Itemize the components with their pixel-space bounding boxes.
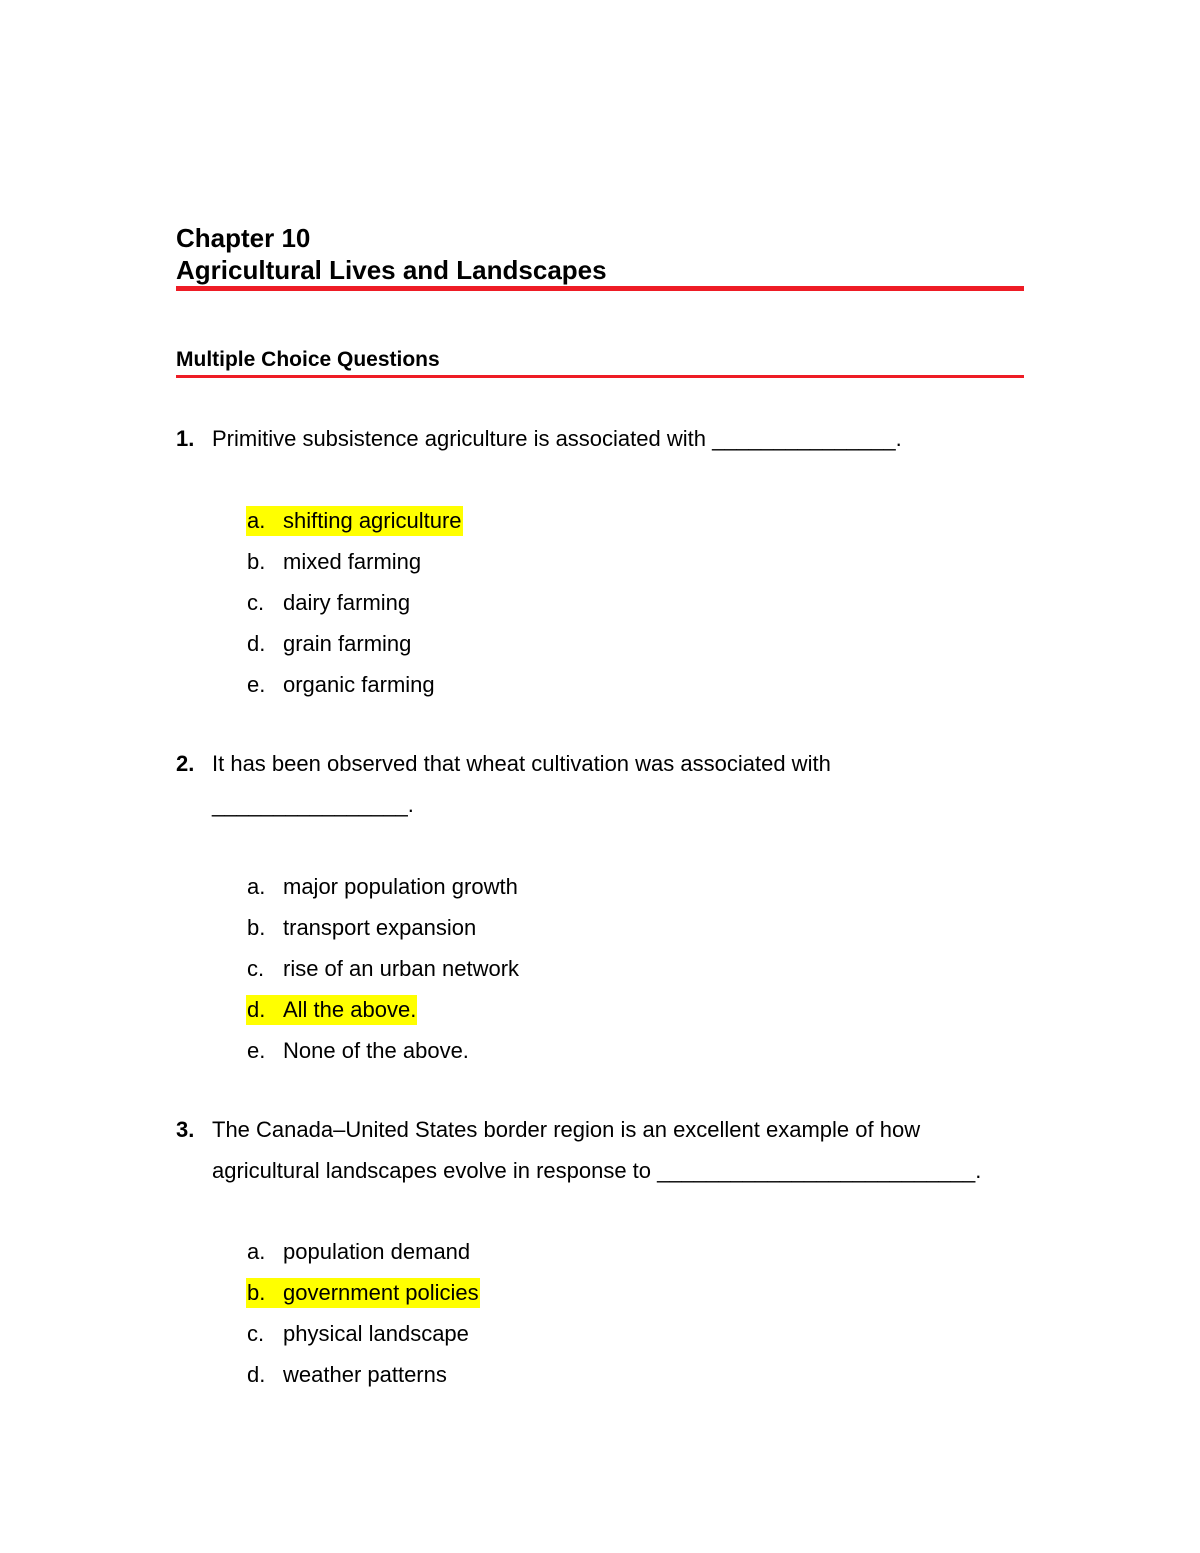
option-letter: a. [247,874,266,899]
option-text: organic farming [283,672,435,697]
answer-option-content [246,588,411,618]
answer-option-content [246,1360,448,1390]
question-number: 2. [176,751,195,776]
answer-option [246,582,463,623]
answer-option [246,948,520,989]
answer-option-content [246,670,436,700]
correct-answer-highlight [246,1278,480,1308]
chapter-title: Agricultural Lives and Landscapes [176,255,607,285]
answer-option [246,989,520,1030]
option-letter: d. [247,631,266,656]
option-text: grain farming [283,631,412,656]
correct-answer-highlight [246,995,417,1025]
question-number: 1. [176,426,195,451]
answer-option-content [246,913,477,943]
option-text: rise of an urban network [283,956,520,981]
answer-option [246,541,463,582]
option-letter: e. [247,672,266,697]
question-text: It has been observed that wheat cultivation was associated with ________________. [212,751,831,817]
answer-option [246,1231,480,1272]
header-divider [176,286,1024,291]
question-1 [176,418,1024,459]
answer-option-content [246,547,422,577]
option-letter: d. [247,997,266,1022]
answer-option [246,1272,480,1313]
option-text: shifting agriculture [283,508,462,533]
answer-option [246,500,463,541]
option-letter: b. [247,549,266,574]
section-title: Multiple Choice Questions [176,348,440,371]
answer-option [246,907,520,948]
section-divider [176,375,1024,378]
option-text: None of the above. [283,1038,469,1063]
question-3 [176,1109,1024,1191]
option-text: transport expansion [283,915,477,940]
option-letter: d. [247,1362,266,1387]
option-letter: c. [247,956,265,981]
option-letter: b. [247,1280,266,1305]
answer-option [246,1313,480,1354]
chapter-header [176,222,1024,286]
answer-option [246,1354,480,1395]
answer-option-content [246,629,412,659]
question-text: Primitive subsistence agriculture is associated with _______________. [212,426,902,451]
correct-answer-highlight [246,506,463,536]
answer-option [246,866,520,907]
answer-option-content [246,872,519,902]
option-text: physical landscape [283,1321,469,1346]
option-text: mixed farming [283,549,422,574]
chapter-number: Chapter 10 [176,223,311,253]
option-letter: a. [247,1239,266,1264]
answer-option [246,623,463,664]
option-text: weather patterns [283,1362,447,1387]
question-2 [176,743,1024,825]
answer-option [246,664,463,705]
question-1-options [246,500,463,705]
answer-option-content [246,1319,470,1349]
option-letter: c. [247,590,265,615]
question-3-options [246,1231,480,1395]
question-2-options [246,866,520,1071]
option-letter: a. [247,508,266,533]
option-text: population demand [283,1239,471,1264]
option-letter: e. [247,1038,266,1063]
option-text: government policies [283,1280,479,1305]
option-text: dairy farming [283,590,411,615]
option-letter: b. [247,915,266,940]
question-text: The Canada–United States border region is an excellent example of how agricultural landscapes evolve in response to __________________________. [212,1117,982,1183]
answer-option-content [246,1237,471,1267]
answer-option-content [246,1036,470,1066]
option-text: All the above. [283,997,417,1022]
answer-option [246,1030,520,1071]
question-number: 3. [176,1117,195,1142]
option-text: major population growth [283,874,518,899]
answer-option-content [246,954,520,984]
option-letter: c. [247,1321,265,1346]
